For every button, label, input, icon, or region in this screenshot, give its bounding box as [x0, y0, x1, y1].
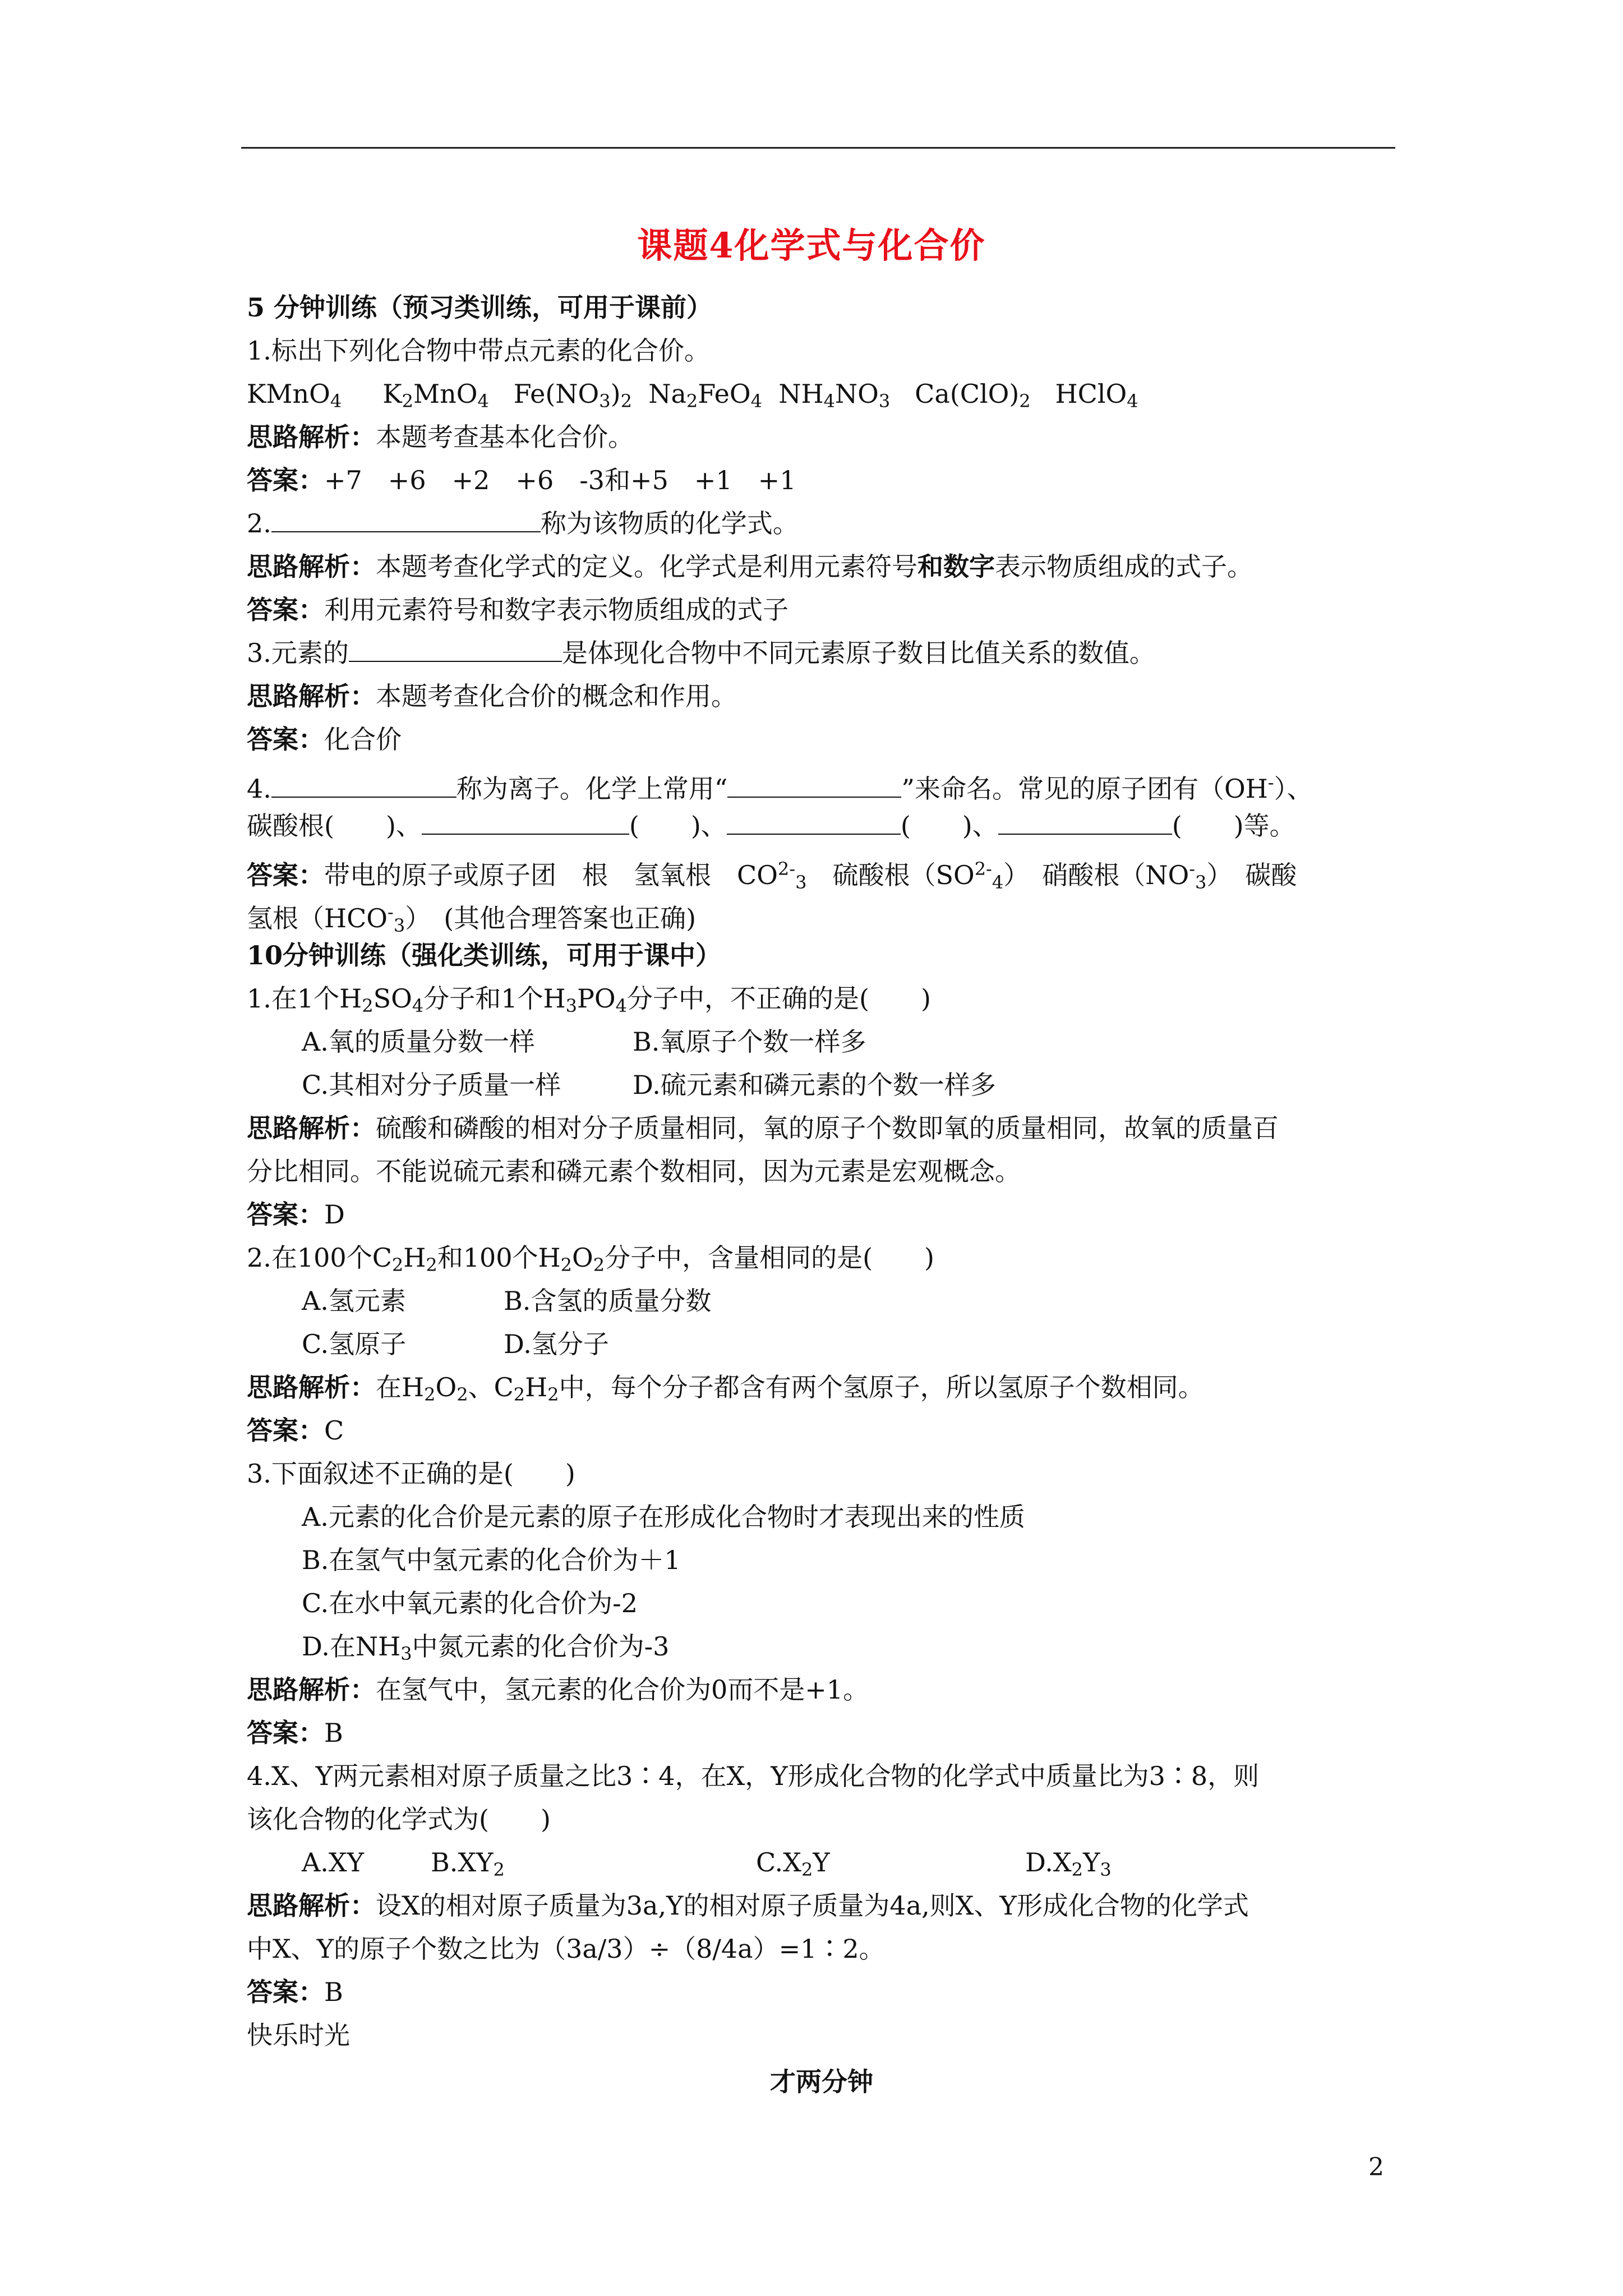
- p4-option-d[interactable]: $D.X_2Y_3$: [1025, 1847, 1112, 1880]
- section-heading-5min: 5 分钟训练（预习类训练，可用于课前）: [247, 292, 713, 323]
- q2-blank: [271, 502, 541, 532]
- p3-stem: 3.下面叙述不正确的是( ): [247, 1458, 575, 1489]
- p4-stem-1: 4.X、Y两元素相对原子质量之比3∶4，在X，Y形成化合物的化学式中质量比为3∶8，则: [247, 1761, 1260, 1791]
- p1-analysis-1: 思路解析：硫酸和磷酸的相对分子质量相同，氧的原子个数即氧的质量相同，故氧的质量百: [247, 1113, 1279, 1143]
- p1-answer: 答案：D: [247, 1199, 345, 1230]
- q4-answer-line2: 氢根$(HCO^-_3)$ (其他合理答案也正确): [247, 901, 697, 936]
- p2-answer: 答案：C: [247, 1415, 344, 1446]
- p3-option-c[interactable]: C.在水中氧元素的化合价为-2: [302, 1588, 638, 1618]
- p3-option-b[interactable]: B.在氢气中氢元素的化合价为＋1: [302, 1545, 681, 1575]
- p1-options-cd: [247, 1064, 1396, 1107]
- q4-answer-line1: 答案：带电的原子或原子团 根 氢氧根 $CO^{2-}_3$ 硫酸根$(SO^{2-}_4)$ 硝酸根$(NO^-_3)$ 碳酸: [247, 858, 1297, 893]
- q2-answer: 答案：利用元素符号和数字表示物质组成的式子: [247, 595, 789, 625]
- p3-option-d[interactable]: D.在$NH_3$中氮元素的化合价为-3: [302, 1631, 670, 1664]
- p4-analysis-1: 思路解析：设X的相对原子质量为3a,Y的相对原子质量为4a,则X、Y形成化合物的化学式: [247, 1890, 1249, 1921]
- document-body: [247, 286, 1396, 2104]
- section-heading-10min: 10分钟训练（强化类训练，可用于课中）: [247, 940, 722, 970]
- page-number: 2: [1368, 2153, 1384, 2182]
- q3-stem: 3.元素的 是体现化合物中不同元素原子数目比值关系的数值。: [247, 632, 1396, 675]
- p2-analysis: 思路解析：在$H_2O_2$、$C_2H_2$中，每个分子都含有两个氢原子，所以氢原子个数相同。: [247, 1372, 1204, 1405]
- p1-options-ab: [247, 1020, 1396, 1064]
- happy-time-label: 快乐时光: [247, 2020, 350, 2050]
- q2-analysis: 思路解析：本题考查化学式的定义。化学式是利用元素符号和数字表示物质组成的式子。: [247, 551, 1253, 582]
- q3-blank: [349, 632, 562, 662]
- p1-option-d[interactable]: D.硫元素和磷元素的个数一样多: [633, 1070, 996, 1100]
- q1-answer: 答案：+7 +6 +2 +6 -3和+5 +1 +1: [247, 465, 796, 495]
- p4-option-a[interactable]: A.XY: [302, 1847, 364, 1878]
- p2-option-c[interactable]: C.氢原子: [302, 1329, 407, 1359]
- p1-option-a[interactable]: A.氧的质量分数一样: [302, 1027, 535, 1057]
- q4-stem-line1: 4. 称为离子。化学上常用“ ”来命名。常见的原子团有（OH-）、: [247, 761, 1396, 804]
- header-rule: [241, 147, 1395, 149]
- p4-option-b[interactable]: $B.XY_2$: [431, 1847, 505, 1880]
- p3-answer: 答案：B: [247, 1718, 343, 1748]
- p4-options: [247, 1841, 1396, 1884]
- p2-options-ab: [247, 1280, 1396, 1323]
- q3-analysis: 思路解析：本题考查化合价的概念和作用。: [247, 681, 737, 711]
- happy-time-heading: 才两分钟: [770, 2067, 873, 2097]
- p2-stem: 2.在100个$C_2H_2$和100个$H_2O_2$分子中，含量相同的是( ): [247, 1243, 934, 1276]
- p1-analysis-2: 分比相同。不能说硫元素和磷元素个数相同，因为元素是宏观概念。: [247, 1156, 1021, 1186]
- q1-formulas: KMnO$_4$ $K_2MnO_4$ $Fe(NO_3)_2$ $Na_2FeO_4$ $NH_4NO_3$ $Ca(ClO)_2$ HClO$_4$: [247, 379, 1138, 412]
- page-title: 课题4化学式与化合价: [637, 225, 986, 266]
- p4-stem-2: 该化合物的化学式为( ): [247, 1804, 551, 1834]
- q1-analysis: 思路解析：本题考查基本化合价。: [247, 422, 634, 452]
- p4-option-c[interactable]: $C.X_2Y$: [756, 1847, 830, 1880]
- p4-answer: 答案：B: [247, 1977, 343, 2007]
- p2-option-b[interactable]: B.含氢的质量分数: [504, 1286, 712, 1316]
- p1-option-b[interactable]: B.氧原子个数一样多: [633, 1027, 866, 1057]
- p1-stem: 1.在1个$H_2SO_4$分子和1个$H_3PO_4$分子中，不正确的是( ): [247, 983, 931, 1016]
- p2-option-d[interactable]: D.氢分子: [504, 1329, 609, 1359]
- q4-stem-line2: 碳酸根( )、 ( )、 ( )、 ( )等。: [247, 804, 1396, 848]
- p4-analysis-2: 中X、Y的原子个数之比为（3a/3）÷（8/4a）=1∶2。: [247, 1934, 885, 1964]
- q2-stem: 2. 称为该物质的化学式。: [247, 502, 1396, 545]
- p1-option-c[interactable]: C.其相对分子质量一样: [302, 1070, 561, 1100]
- p3-option-a[interactable]: A.元素的化合价是元素的原子在形成化合物时才表现出来的性质: [302, 1502, 1025, 1532]
- q3-answer: 答案：化合价: [247, 724, 402, 754]
- p2-option-a[interactable]: A.氢元素: [302, 1286, 406, 1316]
- p2-options-cd: [247, 1323, 1396, 1366]
- p3-analysis: 思路解析：在氢气中，氢元素的化合价为0而不是+1。: [247, 1674, 869, 1705]
- q1-stem: 1.标出下列化合物中带点元素的化合价。: [247, 335, 710, 366]
